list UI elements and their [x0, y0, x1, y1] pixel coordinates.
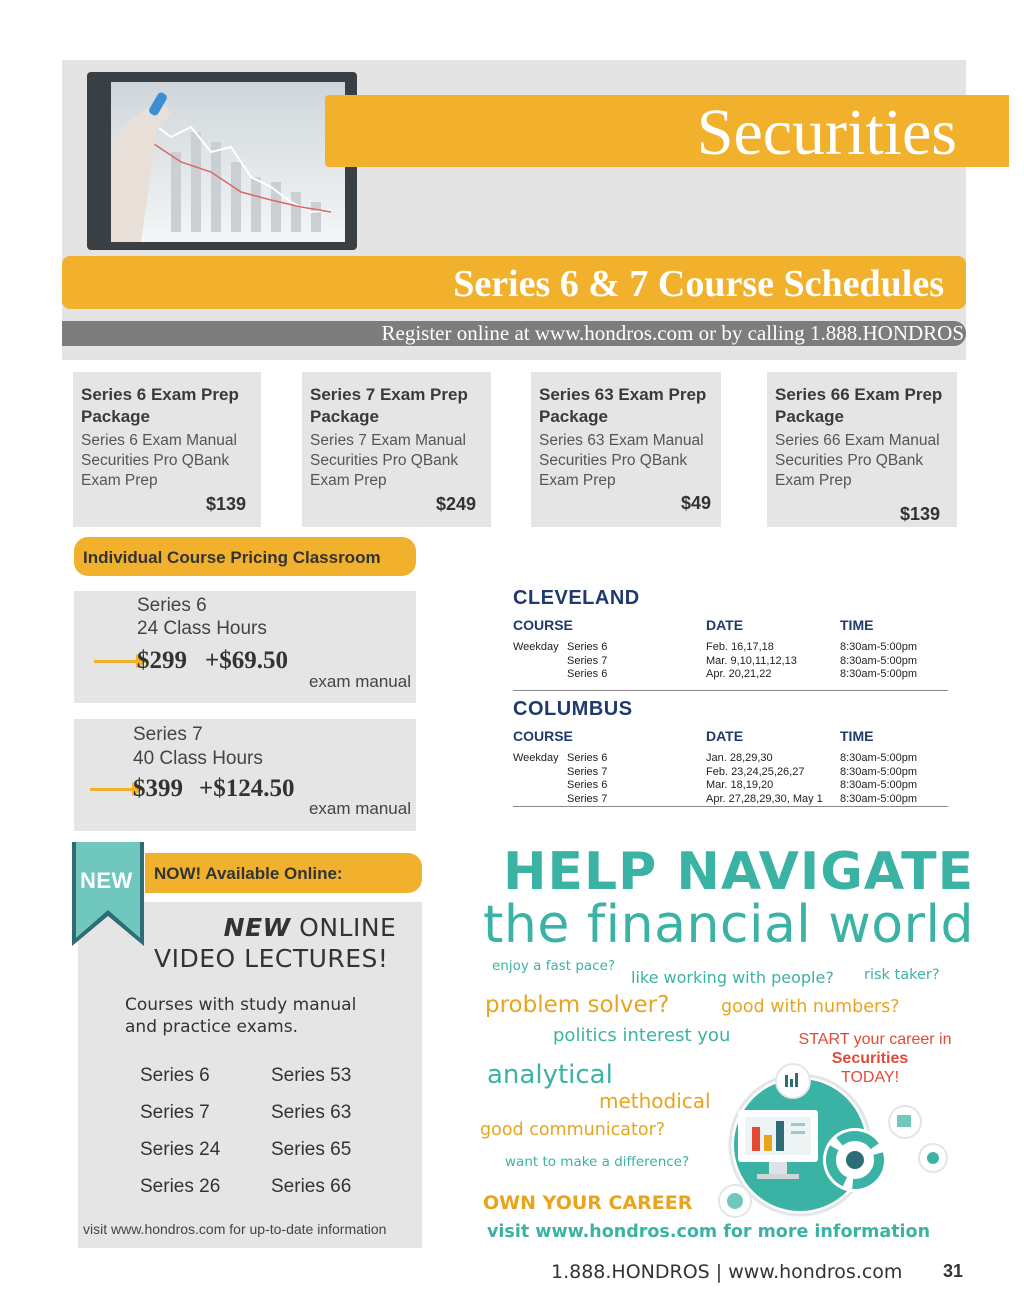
- divider: [513, 806, 948, 807]
- package-item: Exam Prep: [310, 472, 387, 489]
- exam-manual-price: +$124.50: [199, 775, 295, 802]
- package-item: Securities Pro QBank: [539, 452, 688, 469]
- online-footer-note: visit www.hondros.com for up-to-date information: [83, 1221, 387, 1237]
- package-item: Series 7 Exam Manual: [310, 432, 466, 449]
- promo-word: methodical: [599, 1089, 711, 1113]
- online-lectures-box: [78, 902, 422, 1248]
- course-hours: 24 Class Hours: [137, 618, 267, 639]
- new-ribbon: NEW: [72, 842, 144, 946]
- start-career-callout: START your career in Securities TODAY!: [798, 1031, 952, 1086]
- package-item: Securities Pro QBank: [310, 452, 459, 469]
- schedule-dates: Jan. 28,29,30 Feb. 23,24,25,26,27 Mar. 18,19,20 Apr. 27,28,29,30, May 1: [706, 752, 823, 805]
- package-item: Series 66 Exam Manual: [775, 432, 940, 449]
- series-item: Series 63: [271, 1102, 352, 1123]
- course-price-series-7: [74, 719, 416, 831]
- course-price-series-6: [74, 591, 416, 703]
- col-header-course: COURSE: [513, 728, 573, 744]
- col-header-date: DATE: [706, 728, 744, 744]
- series-item: Series 24: [140, 1139, 221, 1160]
- schedule-dates: Feb. 16,17,18 Mar. 9,10,11,12,13 Apr. 20,21,22: [706, 641, 797, 680]
- series-item: Series 53: [271, 1065, 352, 1086]
- package-item: Securities Pro QBank: [81, 452, 230, 469]
- package-title: Series 66 Exam Prep Package: [775, 385, 943, 426]
- package-card-series-66: [767, 372, 957, 527]
- promo-word: analytical: [487, 1060, 613, 1090]
- schedule-times: 8:30am-5:00pm 8:30am-5:00pm 8:30am-5:00pm 8:30am-5:00pm: [840, 752, 918, 805]
- package-price: $139: [205, 494, 246, 514]
- promo-word: enjoy a fast pace?: [492, 958, 616, 974]
- career-infographic: [705, 1055, 955, 1220]
- package-item: Exam Prep: [539, 472, 616, 489]
- series-item: Series 65: [271, 1139, 352, 1160]
- course-price: $299: [137, 647, 187, 674]
- visit-link[interactable]: visit www.hondros.com for more information: [487, 1222, 931, 1242]
- online-headline-line2: VIDEO LECTURES!: [154, 944, 389, 973]
- online-series-list-col1: [140, 1057, 220, 1205]
- schedule-courses: Series 6 Series 7 Series 6: [567, 641, 608, 680]
- section-subtitle: Series 6 & 7 Course Schedules: [62, 256, 966, 309]
- package-title: Series 63 Exam Prep Package: [539, 385, 707, 426]
- exam-manual-label: exam manual: [308, 799, 411, 818]
- promo-word: like working with people?: [631, 968, 834, 987]
- col-header-time: TIME: [840, 617, 874, 633]
- col-header-time: TIME: [840, 728, 874, 744]
- promo-word: problem solver?: [485, 992, 670, 1018]
- package-item: Series 63 Exam Manual: [539, 432, 704, 449]
- page-number: 31: [943, 1261, 964, 1281]
- own-career-text: OWN YOUR CAREER: [483, 1192, 693, 1214]
- package-card-series-6: [73, 372, 261, 527]
- online-description: Courses with study manual and practice exams.: [125, 995, 357, 1037]
- col-header-course: COURSE: [513, 617, 573, 633]
- promo-word: good communicator?: [480, 1120, 666, 1140]
- promo-subheadline: the financial world: [483, 895, 974, 955]
- package-price: $249: [435, 494, 476, 514]
- package-item: Securities Pro QBank: [775, 452, 924, 469]
- online-series-list-col2: [271, 1057, 351, 1205]
- series-item: Series 6: [140, 1065, 210, 1086]
- schedule-courses: Series 6 Series 7 Series 6 Series 7: [567, 752, 608, 805]
- divider: [513, 690, 948, 691]
- package-item: Series 6 Exam Manual: [81, 432, 237, 449]
- online-headline: NEW ONLINE: [223, 913, 397, 942]
- promo-headline: HELP NAVIGATE: [503, 842, 975, 902]
- course-type: Weekday: [513, 752, 559, 764]
- footer-contact: 1.888.HONDROS | www.hondros.com: [551, 1261, 903, 1283]
- exam-manual-label: exam manual: [308, 672, 411, 691]
- package-item: Exam Prep: [81, 472, 158, 489]
- series-item: Series 7: [140, 1102, 210, 1123]
- package-card-series-7: [302, 372, 491, 527]
- schedule-times: 8:30am-5:00pm 8:30am-5:00pm 8:30am-5:00pm: [840, 641, 918, 680]
- col-header-date: DATE: [706, 617, 744, 633]
- individual-pricing-label: Individual Course Pricing Classroom: [74, 537, 416, 576]
- promo-word: politics interest you: [553, 1025, 731, 1046]
- package-price: $139: [899, 504, 940, 524]
- course-name: Series 7: [133, 724, 203, 745]
- exam-manual-price: +$69.50: [205, 647, 288, 674]
- course-price: $399: [133, 775, 183, 802]
- promo-word: want to make a difference?: [505, 1154, 690, 1170]
- register-banner: Register online at www.hondros.com or by calling 1.888.HONDROS: [62, 321, 966, 346]
- city-cleveland: CLEVELAND: [513, 587, 640, 609]
- promo-word: good with numbers?: [721, 997, 900, 1017]
- course-hours: 40 Class Hours: [133, 748, 263, 769]
- package-item: Exam Prep: [775, 472, 852, 489]
- now-available-label: NOW! Available Online:: [145, 853, 422, 893]
- page-title: Securities: [325, 95, 1009, 167]
- package-card-series-63: [531, 372, 721, 527]
- package-price: $49: [680, 493, 711, 513]
- city-columbus: COLUMBUS: [513, 698, 633, 720]
- series-item: Series 66: [271, 1176, 352, 1197]
- package-title: Series 6 Exam Prep Package: [81, 385, 239, 426]
- course-type: Weekday: [513, 641, 559, 653]
- promo-word: risk taker?: [864, 967, 940, 983]
- hero-chart-image: [87, 72, 357, 250]
- series-item: Series 26: [140, 1176, 221, 1197]
- course-name: Series 6: [137, 595, 207, 616]
- package-title: Series 7 Exam Prep Package: [310, 385, 468, 426]
